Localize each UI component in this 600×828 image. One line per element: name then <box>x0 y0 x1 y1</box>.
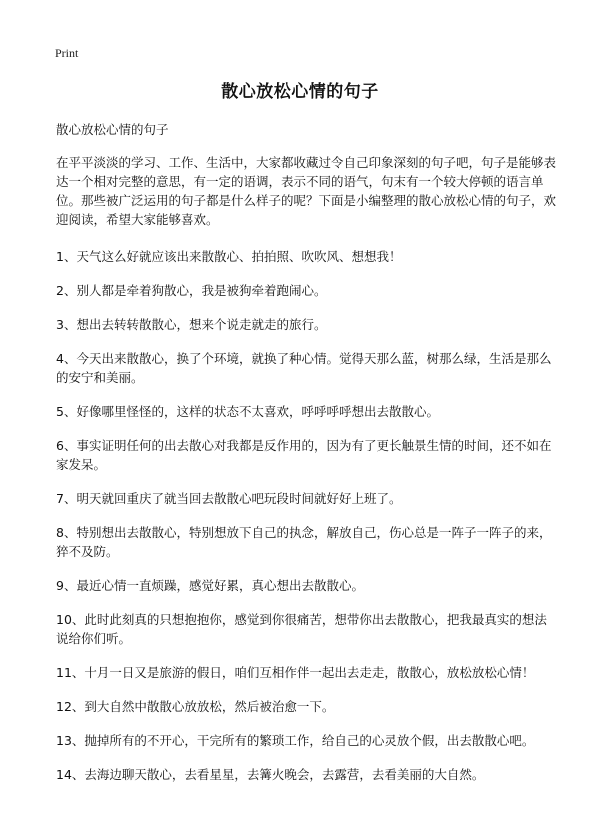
list-item: 8、特别想出去散散心，特别想放下自己的执念，解放自己，伤心总是一阵子一阵子的来，猝不及防。 <box>56 525 552 559</box>
list-item: 10、此时此刻真的只想抱抱你，感觉到你很痛苦，想带你出去散散心，把我最真实的想法说给你们听。 <box>56 612 547 646</box>
list-item: 1、天气这么好就应该出来散散心、拍拍照、吹吹风、想想我！ <box>56 249 402 264</box>
list-item: 5、好像哪里怪怪的，这样的状态不太喜欢，呼呼呼呼想出去散散心。 <box>56 404 439 419</box>
list-item: 2、别人都是牵着狗散心，我是被狗牵着跑闹心。 <box>56 283 327 298</box>
list-item: 12、到大自然中散散心放放松，然后被治愈一下。 <box>56 699 335 714</box>
list-item: 6、事实证明任何的出去散心对我都是反作用的，因为有了更长触景生情的时间，还不如在家发呆。 <box>56 438 552 472</box>
list-item: 11、十月一日又是旅游的假日，咱们互相作伴一起出去走走，散散心，放松放松心情！ <box>56 665 535 680</box>
list-item: 13、抛掉所有的不开心，干完所有的繁琐工作，给自己的心灵放个假，出去散散心吧。 <box>56 733 535 748</box>
list-item: 7、明天就回重庆了就当回去散散心吧玩段时间就好好上班了。 <box>56 491 402 506</box>
intro-paragraph: 在平平淡淡的学习、工作、生活中，大家都收藏过令自己印象深刻的句子吧，句子是能够表达一个相对完整的意思，有一定的语调，表示不同的语气，句末有一个较大停顿的语言单位。那些被广泛运用的句子都是什么样子的呢？下面是小编整理的散心放松心情的句子，欢迎阅读，希望大家能够喜欢。 <box>56 155 557 227</box>
list-item: 4、今天出来散散心，换了个环境，就换了种心情。觉得天那么蓝，树那么绿，生活是那么的安宁和美丽。 <box>56 351 552 385</box>
list-item: 9、最近心情一直烦躁，感觉好累，真心想出去散散心。 <box>56 578 364 593</box>
print-label: Print <box>55 46 79 60</box>
document-title: 散心放松心情的句子 <box>221 82 379 102</box>
document-subtitle: 散心放松心情的句子 <box>56 122 169 137</box>
document-body <box>56 120 556 799</box>
list-item: 14、去海边聊天散心，去看星星，去篝火晚会，去露营，去看美丽的大自然。 <box>56 767 485 782</box>
list-item: 3、想出去转转散散心，想来个说走就走的旅行。 <box>56 317 327 332</box>
